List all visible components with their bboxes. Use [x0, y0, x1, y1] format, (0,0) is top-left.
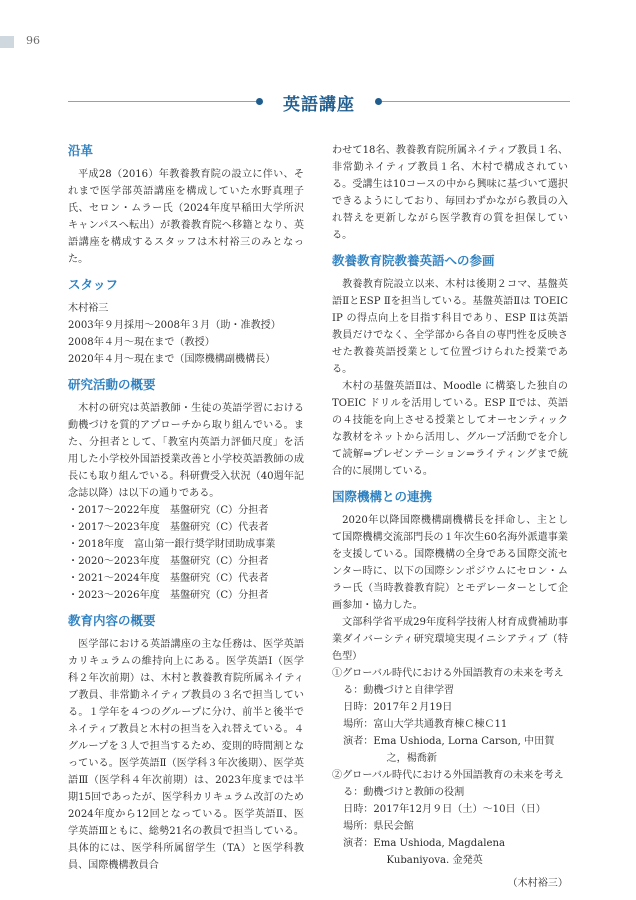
research-heading: 研究活動の概要 — [68, 377, 156, 392]
right-column — [332, 142, 568, 892]
event-detail: 日時：2017年２月19日 — [343, 702, 453, 713]
event-detail: 場所：県民会館 — [343, 821, 414, 832]
page-edge-tab — [0, 36, 14, 48]
event-detail: 場所：富山大学共通教育棟Ｃ棟Ｃ11 — [343, 719, 508, 730]
staff-line: 木村裕三 — [68, 303, 109, 314]
history-heading: 沿革 — [68, 143, 94, 158]
author-signature: （木村裕三） — [507, 878, 568, 889]
left-column — [68, 142, 304, 874]
liberal-arts-paragraph: 木村の基盤英語Ⅱは、Moodle に構築した独自の TOEIC ドリルを活用している。ESP Ⅱでは、英語の４技能を向上させる授業としてオーセンティックな教材をネットから活用し、グループ活動でを介して読解⇒プレゼンテーション⇒ライティングまで統合的に展開している。 — [332, 381, 568, 477]
grant-item: ・2017〜2022年度 基盤研究（C）分担者 — [68, 505, 269, 516]
event-detail: 演者：Ema Ushioda, Lorna Carson, 中田賀之，楊喬新 — [343, 736, 555, 764]
grant-item: ・2021〜2024年度 基盤研究（C）代表者 — [68, 573, 269, 584]
grant-item: ・2017〜2023年度 基盤研究（C）代表者 — [68, 522, 269, 533]
page-title-banner — [68, 90, 570, 115]
international-heading: 国際機構との連携 — [332, 489, 433, 504]
page-title: 英語講座 — [283, 95, 355, 115]
title-dot-right — [375, 98, 382, 105]
event-detail: 日時：2017年12月９日（土）〜10日（日） — [343, 804, 546, 815]
page-number: 96 — [26, 34, 40, 47]
international-paragraph: 2020年以降国際機構副機構長を拝命し、主として国際機構交流部門長の１年次生60名海外派遣事業を支援している。国際機構の全身である国際交流センター時に、以下の国際シンポジウムにセロン・ムラー氏（当時教養教育院）とモデレーターとして企画参加・協力した。 — [332, 515, 568, 611]
event-detail: 演者：Ema Ushioda, Magdalena Kubaniyova. 金発英 — [343, 838, 505, 866]
event-title: ①グローバル時代における外国語教育の未来を考える：動機づけと自律学習 — [332, 668, 564, 696]
education-paragraph: 医学部における英語講座の主な任務は、医学英語カリキュラムの維持向上にある。医学英語Ⅰ（医学科２年次前期）は、木村と教養教育院所属ネイティブ教員、非常勤ネイティブ教員の３名で担当している。１学年を４つのグループに分け、前半と後半でネイティブ教員と木村の担当を入れ替えている。４グループを３人で担当するため、変則的時間割となっている。医学英語Ⅱ（医学科３年次後期）、医学英語Ⅲ（医学科４年次前期）は、2023年度までは半期15回であったが、医学科カリキュラム改訂のため2024年度から12回となっている。医学英語Ⅱ、医学英語Ⅲともに、総勢21名の教員で担当している。具体的には、医学科所属留学生（TA）と医学科教員、国際機構教員合 — [68, 639, 304, 871]
staff-line: 2008年４月〜現在まで（教授） — [68, 337, 215, 348]
international-paragraph: 文部科学省平成29年度科学技術人材育成費補助事業ダイバーシティ研究環境実現イニシアティブ（特色型） — [332, 617, 568, 662]
education-paragraph-continued: わせて18名、教養教育院所属ネイティブ教員１名、非常勤ネイティブ教員１名、木村で構成されている。受講生は10コースの中から興味に基づいて選択できるようにしており、毎回わずかながら教員の入れ替えを更新しながら医学教育の質を担保している。 — [332, 145, 568, 241]
staff-line: 2003年９月採用〜2008年３月（助・准教授） — [68, 320, 281, 331]
event-title: ②グローバル時代における外国語教育の未来を考える：動機づけと教師の役割 — [332, 770, 564, 798]
grant-item: ・2018年度 富山第一銀行奨学財団助成事業 — [68, 539, 276, 550]
education-heading: 教育内容の概要 — [68, 613, 156, 628]
title-rule-right — [382, 101, 570, 102]
staff-line: 2020年４月〜現在まで（国際機構副機構長） — [68, 354, 276, 365]
liberal-arts-heading: 教養教育院教養英語への参画 — [332, 253, 495, 268]
grant-item: ・2023〜2026年度 基盤研究（C）分担者 — [68, 590, 269, 601]
research-paragraph: 木村の研究は英語教師・生徒の英語学習における動機づけを質的アプローチから取り組んでいる。また、分担者として、「教室内英語力評価尺度」を活用した小学校外国語授業改善と小学校英語教師の成長にも取り組んでいる。科研費受入状況（40週年記念誌以降）は以下の通りである。 — [68, 403, 304, 499]
history-paragraph: 平成28（2016）年教養教育院の設立に伴い、それまで医学部英語講座を構成していた水野真理子氏、セロン・ムラー氏（2024年度早稲田大学所沢キャンパスへ転出）が教養教育院へ移籍となり、英語講座を構成するスタッフは木村裕三のみとなった。 — [68, 169, 304, 265]
staff-heading: スタッフ — [68, 277, 119, 292]
liberal-arts-paragraph: 教養教育院設立以来、木村は後期２コマ、基盤英語ⅡとESP Ⅱを担当している。基盤英語Ⅱは TOEIC IP の得点向上を目指す科目であり、ESP Ⅱは英語教員だけでなく、全学部から各自の専門性を反映させた教養英語授業として位置づけられた授業である。 — [332, 279, 568, 375]
grant-item: ・2020〜2023年度 基盤研究（C）分担者 — [68, 556, 269, 567]
